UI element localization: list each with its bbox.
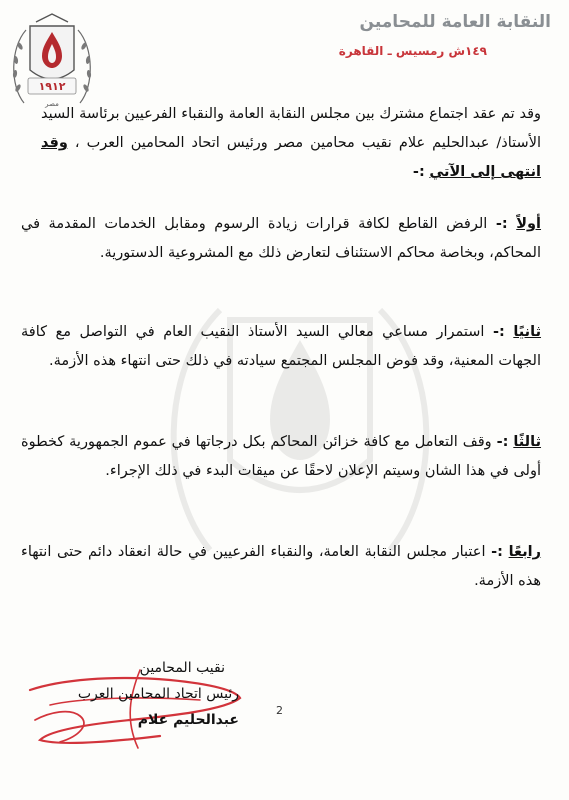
item-text: اعتبار مجلس النقابة العامة، والنقباء الفرعيين في حالة انعقاد دائم حتى انتهاء هذه الأزمة. [21, 544, 541, 589]
item-text: الرفض القاطع لكافة قرارات زيادة الرسوم ومقابل الخدمات المقدمة في المحاكم، وبخاصة محاكم الاستئناف لتعارض ذلك مع المشروعية الدستورية. [21, 216, 541, 261]
signatory-subtitle: رئيس اتحاد المحامين العرب [77, 686, 239, 702]
resolution-item [21, 210, 541, 268]
resolution-item [21, 428, 541, 486]
signatory-title: نقيب المحامين [139, 660, 225, 676]
intro-line-1: وقد تم عقد اجتماع مشترك بين مجلس النقابة العامة والنقباء الفرعيين [124, 106, 542, 122]
item-label: أولاً [516, 216, 542, 232]
intro-line-3-prefix: المحامين العرب ، [74, 135, 185, 151]
item-label: ثانيًا [513, 324, 542, 340]
conclusion-heading: وقد انتهى إلى الآتي [41, 135, 541, 180]
item-separator: :- [495, 216, 508, 232]
intro-paragraph [41, 100, 541, 187]
item-text: وقف التعامل مع كافة خزائن المحاكم بكل درجاتها في عموم الجمهورية كخطوة أولى في هذا الشان وسيتم الإعلان لاحقًا عن ميقات البدء في ذلك الإجراء. [21, 434, 541, 479]
resolution-item [21, 318, 541, 376]
item-separator: :- [492, 324, 505, 340]
resolution-item [21, 538, 541, 596]
conclusion-separator: :- [412, 164, 425, 180]
item-label: رابعًا [508, 544, 542, 560]
signatory-name: عبدالحليم علام [137, 712, 239, 728]
page-number: 2 [276, 704, 283, 717]
item-label: ثالثًا [513, 434, 542, 450]
organization-name: النقابة العامة للمحامين [359, 12, 551, 32]
item-text: استمرار مساعي معالي السيد الأستاذ النقيب العام في التواصل مع كافة الجهات المعنية، وقد فوض المجلس المجتمع سيادته في ذلك حتى انتهاء هذه الأزمة. [21, 324, 541, 369]
seal-country: مصر [45, 100, 59, 108]
organization-address: ١٤٩ش رمسيس ـ القاهرة [338, 44, 487, 58]
intro-line-2: برئاسة السيد الأستاذ/ عبدالحليم علام نقيب محامين مصر ورئيس اتحاد [41, 106, 541, 151]
seal-year: ١٩١٢ [38, 80, 66, 93]
item-separator: :- [491, 544, 503, 560]
item-separator: :- [496, 434, 509, 450]
